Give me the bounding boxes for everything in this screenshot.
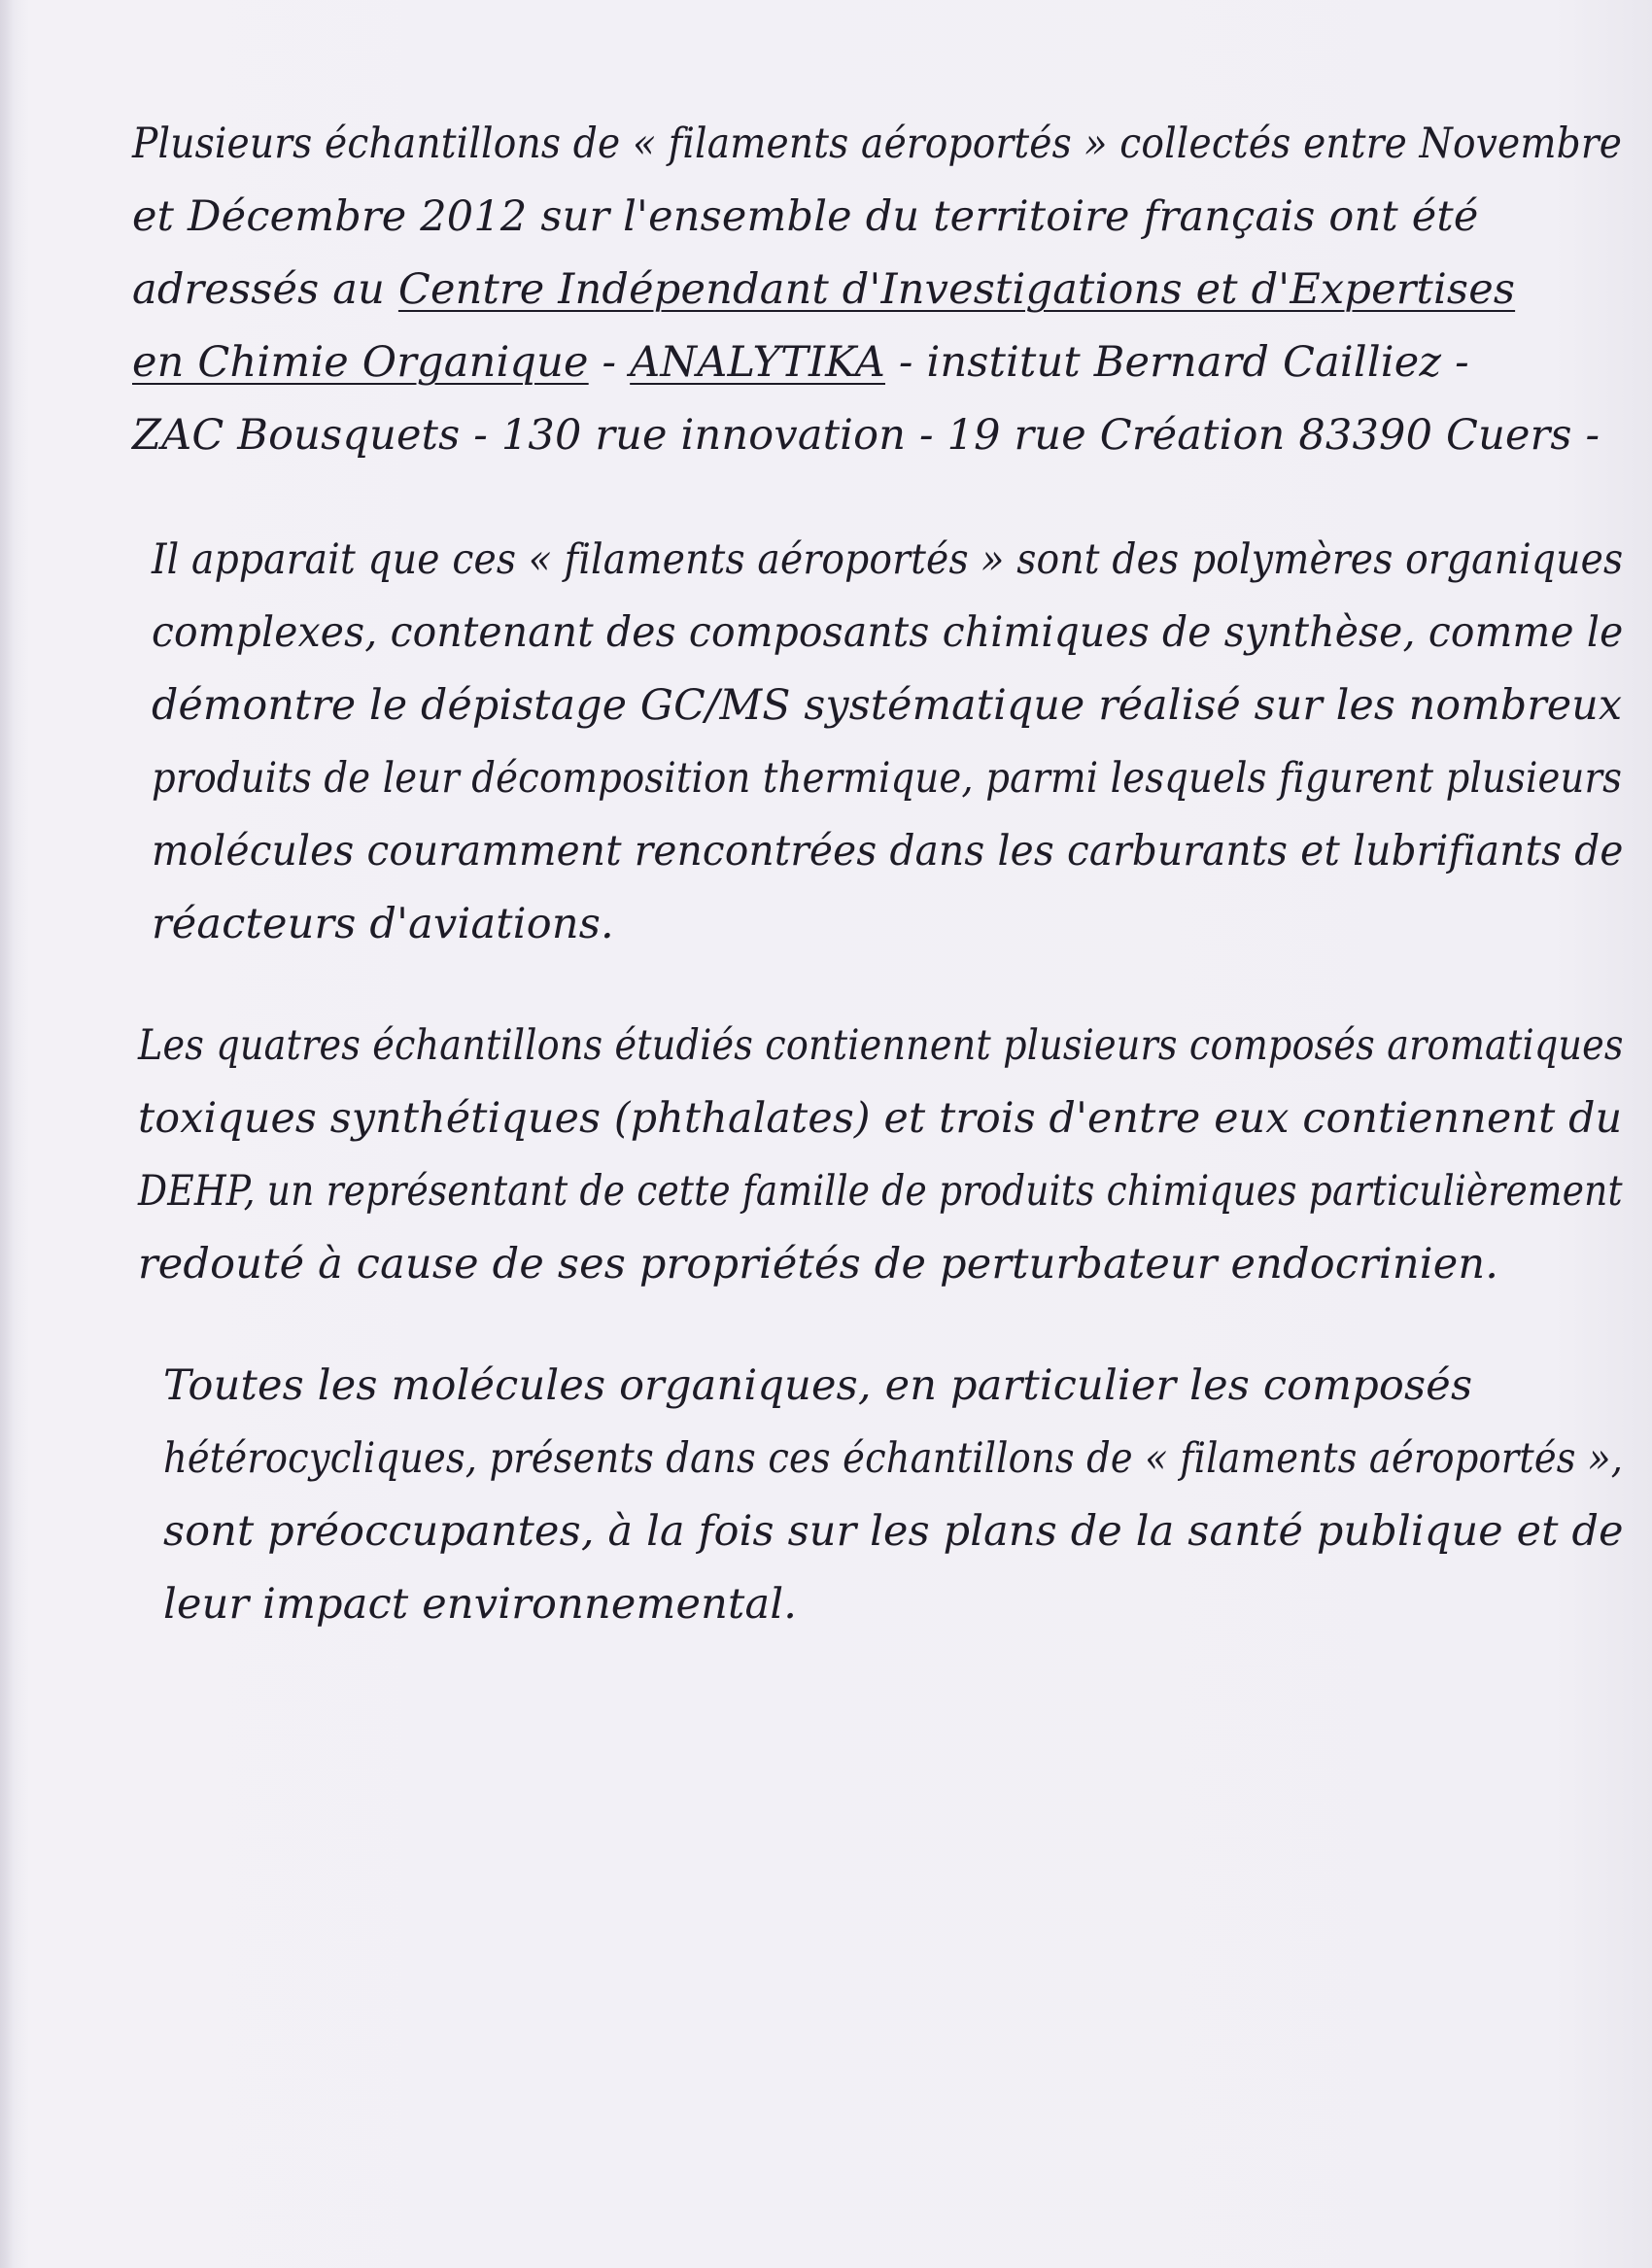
underlined-text: Centre Indépendant d'Investigations et d'Expertises — [397, 265, 1516, 314]
text-segment: et Décembre 2012 sur l'ensemble du territoire français ont été — [132, 192, 1479, 241]
text-segment: - institut Bernard Cailliez - — [884, 338, 1469, 387]
text-segment: Plusieurs échantillons de « filaments aéroportés » collectés entre Novembre — [132, 120, 1623, 168]
text-line — [152, 525, 1623, 595]
text-line — [138, 1229, 1498, 1299]
text-segment: - — [588, 338, 631, 387]
text-line — [138, 1011, 1624, 1081]
text-segment: réacteurs d'aviations. — [152, 900, 614, 948]
text-segment: ZAC Bousquets - 130 rue innovation - 19 rue Création 83390 Cuers - — [132, 411, 1600, 460]
text-line — [138, 1156, 1623, 1226]
text-line — [152, 889, 614, 959]
text-segment: hétérocycliques, présents dans ces échantillons de « filaments aéroportés », — [163, 1434, 1624, 1483]
underlined-text: en Chimie Organique — [132, 338, 589, 387]
text-segment: adressés au — [132, 265, 398, 314]
text-line — [163, 1351, 1472, 1421]
text-line — [152, 670, 1622, 740]
text-line — [152, 743, 1622, 813]
text-line — [132, 400, 1600, 470]
text-segment: Les quatres échantillons étudiés contiennent plusieurs composés aromatiques — [138, 1021, 1624, 1070]
text-segment: sont préoccupantes, à la fois sur les plans de la santé publique et de — [163, 1507, 1624, 1556]
text-line — [132, 327, 1469, 397]
text-segment: leur impact environnemental. — [163, 1580, 798, 1629]
text-segment: toxiques synthétiques (phthalates) et trois d'entre eux contiennent du — [138, 1094, 1623, 1143]
text-segment: Il apparait que ces « filaments aéroportés » sont des polymères organiques — [152, 535, 1624, 584]
paper-edge-shadow — [0, 0, 14, 2268]
underlined-text: ANALYTIKA — [630, 338, 885, 387]
text-line — [132, 182, 1478, 252]
text-segment: DEHP, un représentant de cette famille de produits chimiques particulièrement — [138, 1167, 1623, 1216]
text-segment: Toutes les molécules organiques, en particulier les composés — [163, 1361, 1473, 1410]
text-line — [163, 1424, 1623, 1494]
text-segment: produits de leur décomposition thermique, parmi lesquels figurent plusieurs — [152, 754, 1623, 803]
text-segment: redouté à cause de ses propriétés de perturbateur endocrinien. — [138, 1240, 1499, 1289]
text-segment: complexes, contenant des composants chimiques de synthèse, comme le — [152, 608, 1624, 657]
text-line — [163, 1569, 797, 1639]
text-line — [163, 1496, 1624, 1566]
text-segment: démontre le dépistage GC/MS systématique réalisé sur les nombreux — [152, 681, 1623, 730]
text-line — [132, 109, 1622, 179]
text-line — [138, 1083, 1622, 1153]
text-line — [152, 816, 1624, 886]
text-line — [152, 598, 1624, 668]
text-line — [132, 255, 1515, 325]
text-segment: molécules couramment rencontrées dans les carburants et lubrifiants de — [152, 827, 1624, 876]
